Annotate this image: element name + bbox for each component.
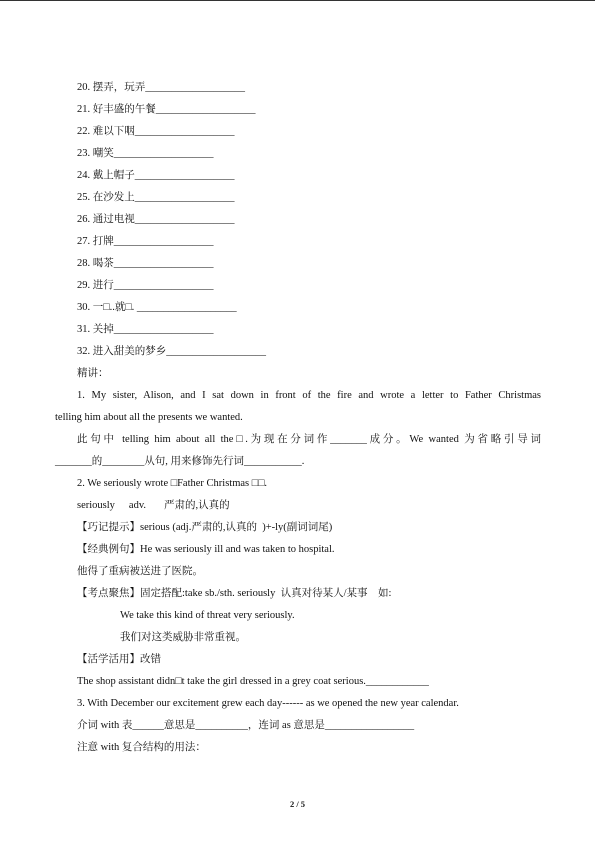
classic-example — [0, 539, 595, 561]
point1-analysis-continued: _______的________从句, 用来修饰先行词___________. — [55, 456, 305, 467]
vocab-meaning: 严肃的,认真的 — [164, 500, 230, 511]
vocab-word: seriously — [77, 500, 115, 511]
vocab-part-of-speech: adv. — [128, 500, 147, 511]
phrase-item: 23. 嘲笑___________________ — [77, 148, 214, 159]
phrase-item: 20. 摆弄，玩弄___________________ — [77, 82, 245, 93]
phrase-item: 28. 喝茶___________________ — [77, 258, 214, 269]
phrase-item: 31. 关掉___________________ — [77, 324, 214, 335]
section-heading: 精讲： — [77, 368, 109, 379]
phrase-item: 29. 进行___________________ — [77, 280, 214, 291]
phrase-item: 22. 难以下咽___________________ — [77, 126, 235, 137]
focus-point — [0, 583, 595, 605]
memory-tip — [0, 517, 595, 539]
point3-sentence: 3. With December our excitement grew each day------ as we opened the new year calendar. — [77, 698, 459, 709]
classic-example-translation: 他得了重病被送进了医院。 — [77, 566, 203, 577]
practice-text: 改错 — [140, 654, 161, 665]
practice-label: 【活学活用】 — [77, 654, 140, 665]
phrase-item: 32. 进入甜美的梦乡___________________ — [77, 346, 266, 357]
practice — [0, 649, 595, 671]
point1-analysis: 此句中 telling him about all the□.为现在分词作_______成分。We wanted 为省略引导词 — [77, 434, 541, 445]
focus-point-text: 固定搭配:take sb./sth. seriously 认真对待某人/某事 如: — [140, 588, 392, 599]
worksheet-body — [0, 77, 595, 759]
vocab-entry — [0, 495, 595, 517]
focus-example: We take this kind of threat very seriously. — [120, 610, 295, 621]
point3-note: 注意 with 复合结构的用法： — [77, 742, 206, 753]
phrase-item: 30. 一□..就□. ___________________ — [77, 302, 237, 313]
phrase-item: 27. 打牌___________________ — [77, 236, 214, 247]
phrase-item: 21. 好丰盛的午餐___________________ — [77, 104, 256, 115]
top-rule — [0, 0, 595, 1]
point2-sentence: 2. We seriously wrote □Father Christmas □□. — [77, 478, 268, 489]
point3-analysis: 介词 with 表______意思是__________，连词 as 意思是_________________ — [77, 720, 415, 731]
focus-example-translation: 我们对这类威胁非常重视。 — [120, 632, 246, 643]
point1-sentence: 1. My sister, Alison, and I sat down in front of the fire and wrote a letter to Father Christmas — [77, 390, 541, 401]
focus-point-label: 【考点聚焦】 — [77, 588, 140, 599]
practice-question: The shop assistant didn□t take the girl dressed in a grey coat serious.____________ — [77, 676, 429, 687]
phrase-item: 24. 戴上帽子___________________ — [77, 170, 235, 181]
page-number: 2 / 5 — [289, 799, 306, 809]
classic-example-label: 【经典例句】 — [77, 544, 140, 555]
phrase-item: 25. 在沙发上___________________ — [77, 192, 235, 203]
phrase-item: 26. 通过电视___________________ — [77, 214, 235, 225]
memory-tip-text: serious (adj.严肃的,认真的 )+-ly(副词词尾) — [140, 522, 333, 533]
memory-tip-label: 【巧记提示】 — [77, 522, 140, 533]
point1-sentence-continued: telling him about all the presents we wanted. — [55, 412, 243, 423]
classic-example-text: He was seriously ill and was taken to hospital. — [140, 544, 335, 555]
